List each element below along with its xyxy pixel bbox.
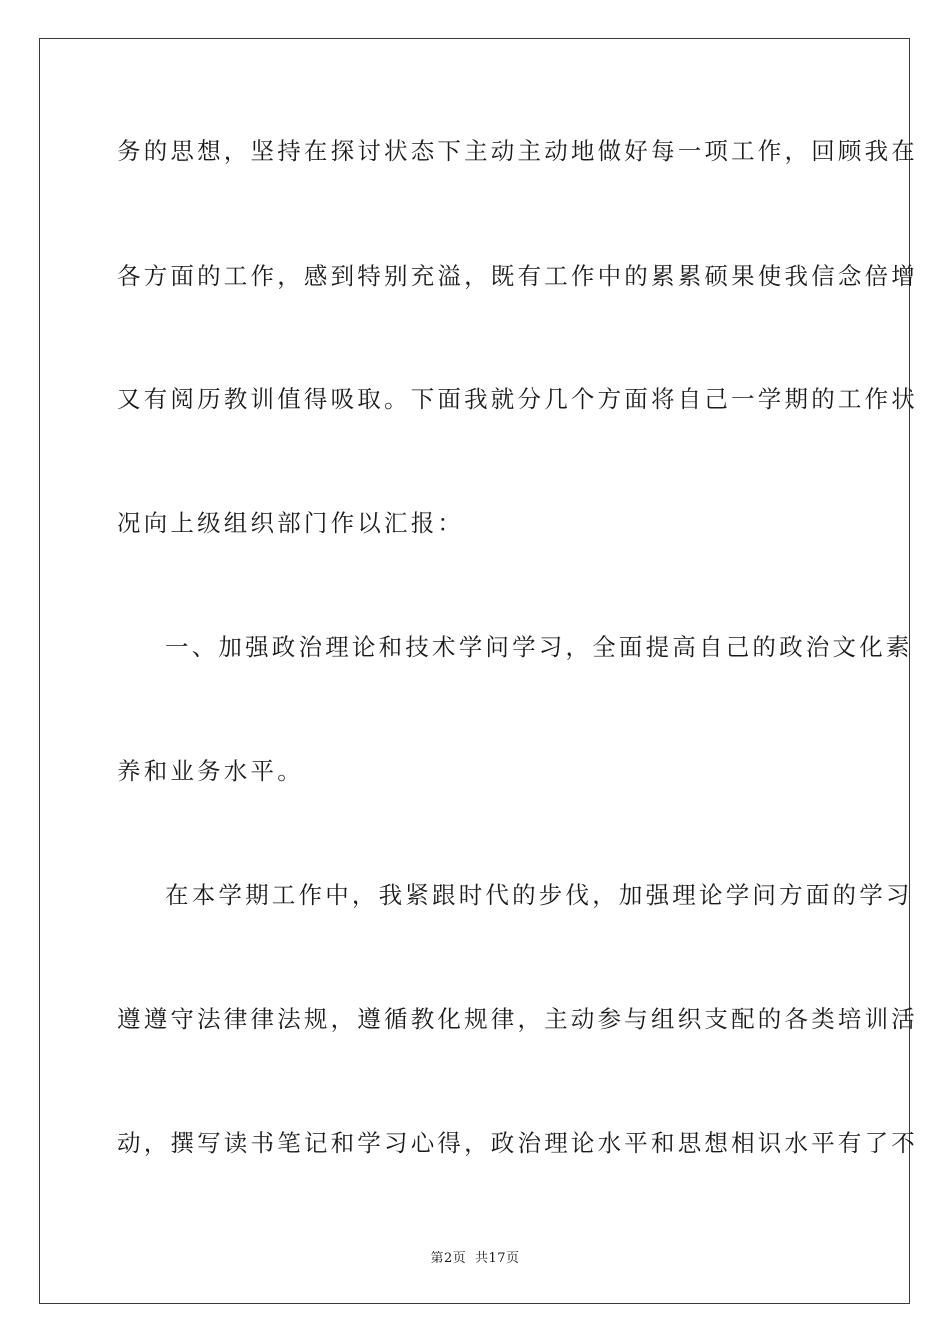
section-heading-line-2: 养和业务水平。 xyxy=(117,757,304,785)
body-line-2: 各方面的工作，感到特别充溢，既有工作中的累累硕果使我信念倍增 xyxy=(117,262,918,290)
page-frame xyxy=(39,38,918,1304)
body-line-8: 遵遵守法律律法规，遵循教化规律，主动参与组织支配的各类培训活 xyxy=(117,1005,918,1033)
body-line-1: 务的思想，坚持在探讨状态下主动主动地做好每一项工作，回顾我在 xyxy=(117,137,918,165)
page-total: 共17页 xyxy=(474,1251,520,1266)
body-line-9: 动，撰写读书笔记和学习心得，政治理论水平和思想相识水平有了不 xyxy=(117,1129,918,1157)
body-line-7: 在本学期工作中，我紧跟时代的步伐，加强理论学问方面的学习 xyxy=(165,881,913,909)
body-line-4: 况向上级组织部门作以汇报： xyxy=(117,509,465,537)
page-footer xyxy=(0,1247,950,1266)
page-number: 第2页 xyxy=(430,1251,467,1266)
section-heading-line-1: 一、加强政治理论和技术学问学习，全面提高自己的政治文化素 xyxy=(165,633,913,661)
body-line-3: 又有阅历教训值得吸取。下面我就分几个方面将自己一学期的工作状 xyxy=(117,385,918,413)
